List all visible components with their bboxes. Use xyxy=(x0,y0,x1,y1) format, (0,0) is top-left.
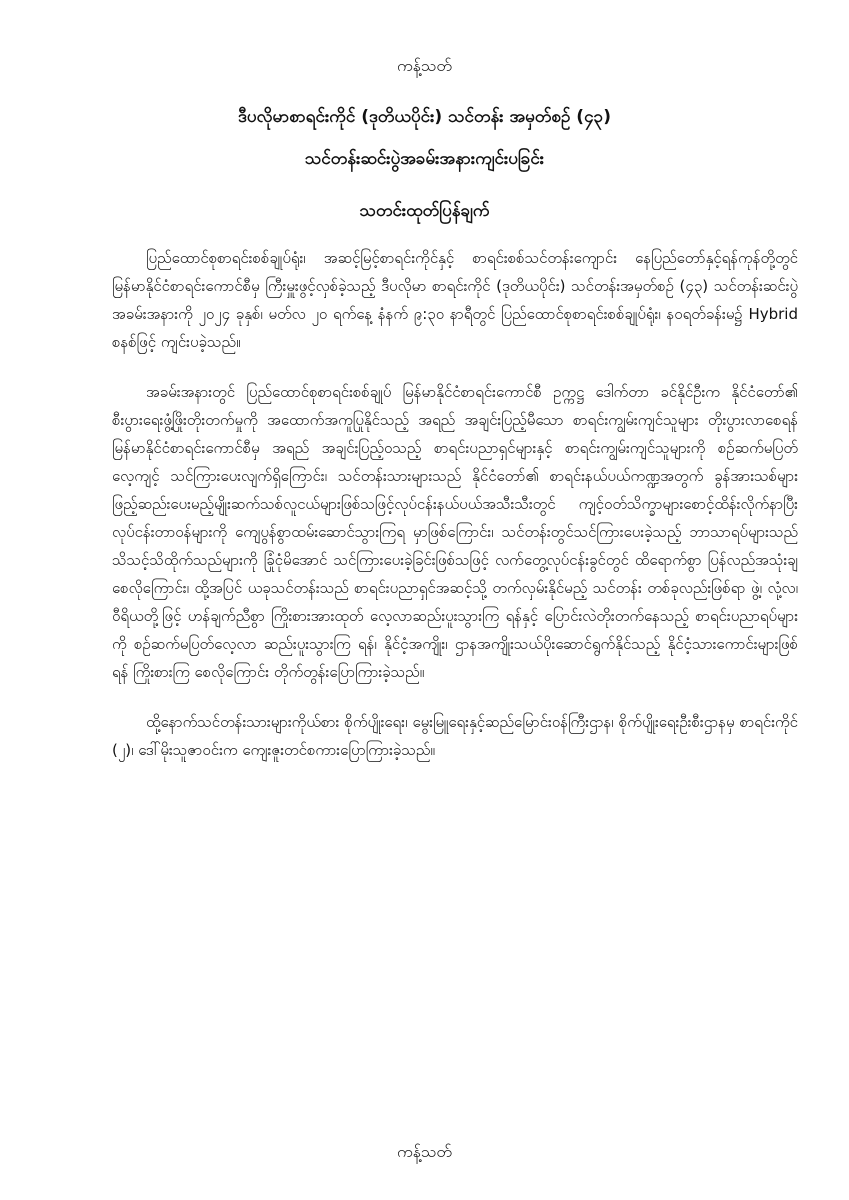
document-body xyxy=(112,244,798,786)
document-subtitle: သင်တန်းဆင်းပွဲအခမ်းအနားကျင်းပခြင်း xyxy=(304,149,545,169)
document-title: ဒီပလိုမာစာရင်းကိုင် (ဒုတိယပိုင်း) သင်တန်း အမှတ်စဉ် (၄၃) xyxy=(238,107,611,127)
paragraph-3: ထို့နောက်သင်တန်းသားများကိုယ်စား စိုက်ပျိုးရေး၊ မွေးမြူရေးနှင့်ဆည်မြောင်းဝန်ကြီးဌာန၊ စိုက်ပျိုးရေးဦးစီးဌာနမှ စာရင်းကိုင် (၂)၊ ဒေါ်မိုးသူဇာဝင်းက ကျေးဇူးတင်စကားပြောကြားခဲ့သည်။ xyxy=(112,713,798,759)
header-classification-marking: ကန့်သတ် xyxy=(397,56,452,75)
footer-classification-marking: ကန့်သတ် xyxy=(397,1142,452,1161)
paragraph-2: အခမ်းအနားတွင် ပြည်ထောင်စုစာရင်းစစ်ချုပ် မြန်မာနိုင်ငံစာရင်းကောင်စီ ဥက္ကဋ္ဌ ဒေါက်တာ ခင်နိုင်ဦးက နိုင်ငံတော်၏ စီးပွားရေးဖွံ့ဖြိုးတိုးတက်မှုကို အထောက်အကူပြုနိုင်သည့် အရည် အချင်းပြည့်မီသော စာရင်းကျွမ်းကျင်သူများ တိုးပွားလာစေရန် မြန်မာနိုင်ငံစာရင်းကောင်စီမှ အရည် အချင်းပြည့်ဝသည့် စာရင်းပညာရှင်များနှင့် စာရင်းကျွမ်းကျင်သူများကို စဉ်ဆက်မပြတ် လေ့ကျင့် သင်ကြားပေးလျက်ရှိကြောင်း၊ သင်တန်းသားများသည် နိုင်ငံတော်၏ စာရင်းနယ်ပယ်ကဏ္ဍအတွက် ခွန်အားသစ်များ ဖြည့်ဆည်းပေးမည့်မျိုးဆက်သစ်လူငယ်များဖြစ်သဖြင့်လုပ်ငန်းနယ်ပယ်အသီးသီးတွင် ကျင့်ဝတ်သိက္ခာများစောင့်ထိန်းလိုက်နာပြီး လုပ်ငန်းတာဝန်များကို ကျေပွန်စွာထမ်းဆောင်သွားကြရ မှာဖြစ်ကြောင်း၊ သင်တန်းတွင်သင်ကြားပေးခဲ့သည့် ဘာသာရပ်များသည် သိသင့်သိထိုက်သည်များကို ခြုံငုံမိအောင် သင်ကြားပေးခဲ့ခြင်းဖြစ်သဖြင့် လက်တွေ့လုပ်ငန်းခွင်တွင် ထိရောက်စွာ ပြန်လည်အသုံးချ စေလိုကြောင်း၊ ထို့အပြင် ယခုသင်တန်းသည် စာရင်းပညာရှင်အဆင့်သို့ တက်လှမ်းနိုင်မည့် သင်တန်း တစ်ခုလည်းဖြစ်ရာ ဖွဲ့၊ လုံ့လ၊ ဝီရိယတို့ဖြင့် ဟန်ချက်ညီစွာ ကြိုးစားအားထုတ် လေ့လာဆည်းပူးသွားကြ ရန်နှင့် ပြောင်းလဲတိုးတက်နေသည့် စာရင်းပညာရပ်များကို စဉ်ဆက်မပြတ်လေ့လာ ဆည်းပူးသွားကြ ရန်၊ နိုင်ငံ့အကျိုး၊ ဌာနအကျိုးသယ်ပိုးဆောင်ရွက်နိုင်သည့် နိုင်ငံ့သားကောင်းများဖြစ်ရန် ကြိုးစားကြ စေလိုကြောင်း တိုက်တွန်းပြောကြားခဲ့သည်။ xyxy=(112,383,798,681)
press-release-heading: သတင်းထုတ်ပြန်ချက် xyxy=(359,201,490,221)
paragraph-1: ပြည်ထောင်စုစာရင်းစစ်ချုပ်ရုံး၊ အဆင့်မြင့်စာရင်းကိုင်နှင့် စာရင်းစစ်သင်တန်းကျောင်း နေပြည်တော်နှင့်ရန်ကုန်တို့တွင် မြန်မာနိုင်ငံစာရင်းကောင်စီမှ ကြီးမှူးဖွင့်လှစ်ခဲ့သည့် ဒီပလိုမာ စာရင်းကိုင် (ဒုတိယပိုင်း) သင်တန်းအမှတ်စဉ် (၄၃) သင်တန်းဆင်းပွဲအခမ်းအနားကို ၂၀၂၄ ခုနှစ်၊ မတ်လ ၂၀ ရက်နေ့ နံနက် ၉:၃၀ နာရီတွင် ပြည်ထောင်စုစာရင်းစစ်ချုပ်ရုံး၊ နဝရတ်ခန်းမ၌ Hybrid စနစ်ဖြင့် ကျင်းပခဲ့သည်။ xyxy=(112,249,798,351)
